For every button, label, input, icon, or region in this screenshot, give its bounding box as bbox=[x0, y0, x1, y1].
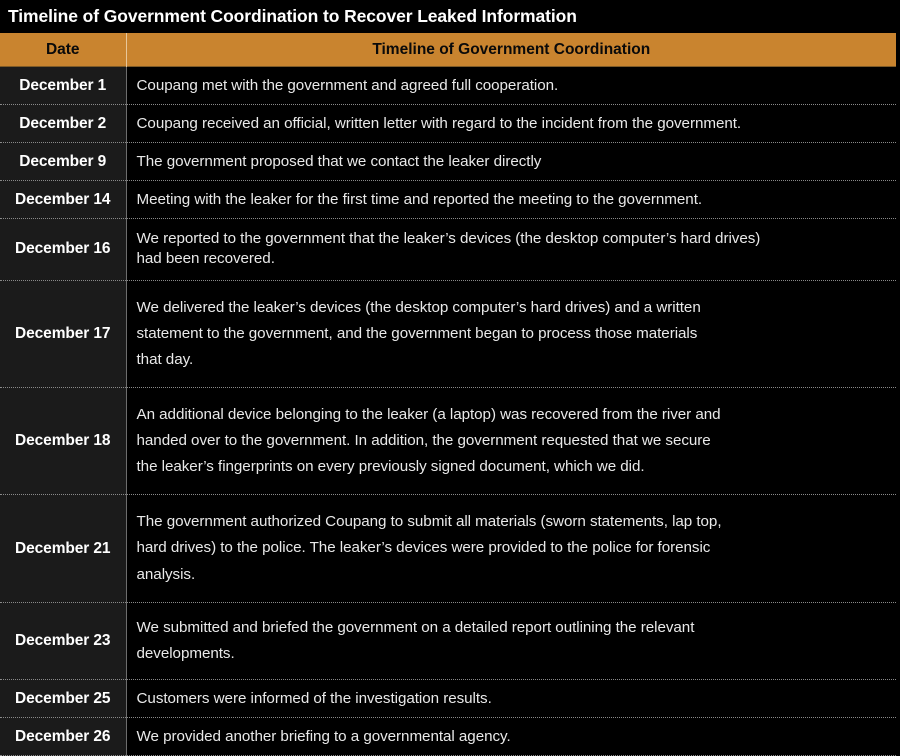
cell-date: December 2 bbox=[0, 105, 126, 143]
table-row bbox=[0, 67, 896, 105]
cell-event-text: The government proposed that we contact the leaker directly bbox=[136, 153, 542, 171]
cell-event bbox=[126, 143, 896, 181]
cell-event bbox=[126, 67, 896, 105]
cell-date: December 18 bbox=[0, 387, 126, 494]
column-header-date: Date bbox=[0, 33, 126, 67]
table-row bbox=[0, 602, 896, 679]
table-header-row bbox=[0, 33, 896, 67]
cell-date: December 21 bbox=[0, 495, 126, 602]
cell-event-text: We reported to the government that the leaker’s devices (the desktop computer’s hard drives) had been recovered. bbox=[136, 230, 761, 268]
table-row bbox=[0, 143, 896, 181]
cell-event bbox=[126, 280, 896, 387]
cell-date: December 14 bbox=[0, 181, 126, 219]
cell-event-text: We provided another briefing to a governmental agency. bbox=[136, 728, 511, 746]
cell-date: December 23 bbox=[0, 602, 126, 679]
cell-date: December 16 bbox=[0, 219, 126, 280]
timeline-table bbox=[0, 33, 896, 756]
cell-event bbox=[126, 105, 896, 143]
cell-event bbox=[126, 602, 896, 679]
table-row bbox=[0, 280, 896, 387]
cell-event-text: An additional device belonging to the leaker (a laptop) was recovered from the river and handed over to the government. In addition, the government requested that we secure the leaker’s fingerprints on every previously signed document, which we did. bbox=[136, 405, 721, 476]
table-row bbox=[0, 387, 896, 494]
cell-date: December 17 bbox=[0, 280, 126, 387]
page-title: Timeline of Government Coordination to Recover Leaked Information bbox=[8, 5, 577, 26]
cell-event bbox=[126, 718, 896, 756]
cell-event-text: The government authorized Coupang to submit all materials (sworn statements, lap top, hard drives) to the police. The leaker’s devices were provided to the police for forensic analysis. bbox=[136, 513, 722, 583]
table-row bbox=[0, 495, 896, 602]
cell-event-text: Coupang met with the government and agreed full cooperation. bbox=[136, 77, 559, 94]
cell-event bbox=[126, 495, 896, 602]
cell-event bbox=[126, 219, 896, 280]
cell-date: December 25 bbox=[0, 680, 126, 718]
table-row bbox=[0, 718, 896, 756]
table-row bbox=[0, 680, 896, 718]
table-row bbox=[0, 181, 896, 219]
cell-event-text: We delivered the leaker’s devices (the desktop computer’s hard drives) and a written statement to the government, and the government began to process those materials that day. bbox=[136, 298, 701, 368]
table-row bbox=[0, 219, 896, 280]
slide-title-bar bbox=[0, 0, 900, 33]
cell-event bbox=[126, 181, 896, 219]
cell-date: December 1 bbox=[0, 67, 126, 105]
cell-event-text: Meeting with the leaker for the first time and reported the meeting to the government. bbox=[136, 191, 703, 209]
cell-event bbox=[126, 387, 896, 494]
cell-event-text: Coupang received an official, written letter with regard to the incident from the government. bbox=[136, 115, 742, 133]
cell-event-text: We submitted and briefed the government on a detailed report outlining the relevant developments. bbox=[136, 618, 695, 662]
table-header bbox=[0, 33, 896, 67]
cell-date: December 9 bbox=[0, 143, 126, 181]
cell-event bbox=[126, 680, 896, 718]
column-header-event: Timeline of Government Coordination bbox=[126, 33, 896, 67]
cell-event-text: Customers were informed of the investigation results. bbox=[136, 690, 492, 708]
table-body bbox=[0, 67, 896, 756]
cell-date: December 26 bbox=[0, 718, 126, 756]
table-row bbox=[0, 105, 896, 143]
